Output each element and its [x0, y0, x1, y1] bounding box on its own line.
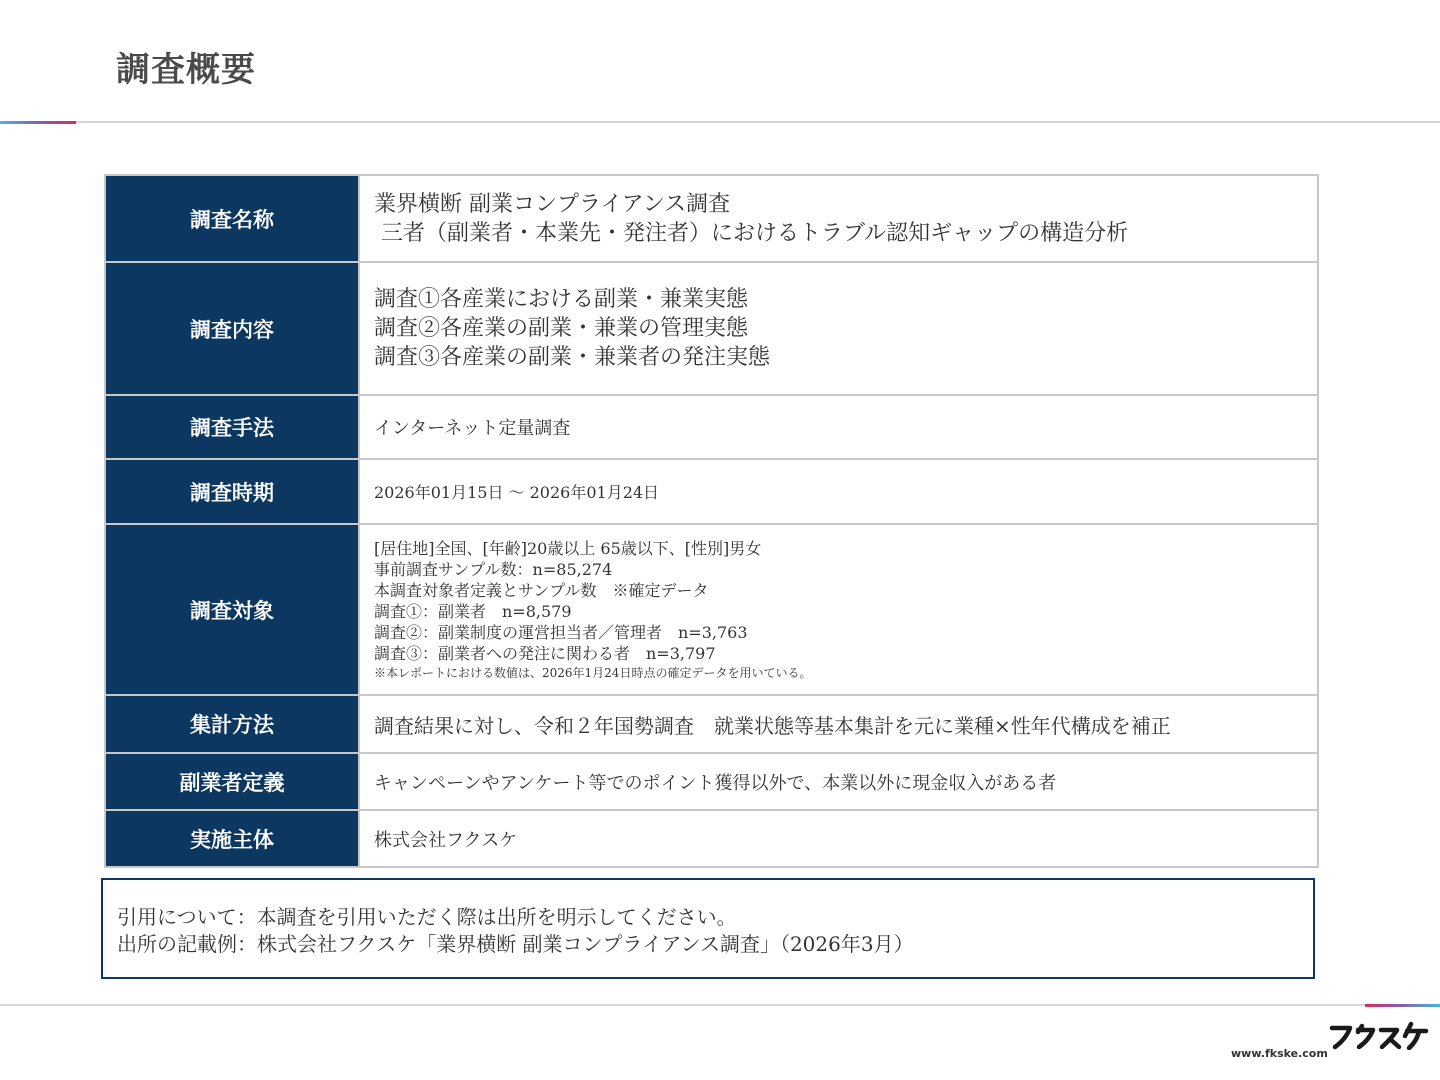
row-value-survey-method: インターネット定量調査 — [359, 395, 1318, 459]
citation-line: 出所の記載例：株式会社フクスケ「業界横断 副業コンプライアンス調査」（2026年3月） — [117, 932, 914, 956]
company-url: www.fkske.com — [1231, 1047, 1328, 1060]
footer-divider — [0, 1004, 1440, 1006]
table-row — [105, 395, 1318, 459]
fukusuke-logo — [1329, 1020, 1429, 1050]
table-row — [105, 262, 1318, 395]
row-value-survey-target — [359, 524, 1318, 695]
survey-content-line: 調査①各産業における副業・兼業実態 — [374, 287, 749, 312]
survey-target-line: 調査②：副業制度の運営担当者／管理者 n=3,763 — [374, 622, 748, 642]
row-label-side-job-definition: 副業者定義 — [105, 753, 359, 810]
survey-target-line: [居住地]全国、[年齢]20歳以上 65歳以下、[性別]男女 — [374, 538, 762, 558]
table-row — [105, 753, 1318, 810]
row-value-aggregation-method: 調査結果に対し、令和２年国勢調査 就業状態等基本集計を元に業種×性年代構成を補正 — [359, 695, 1318, 753]
table-row — [105, 524, 1318, 695]
survey-target-note: ※本レポートにおける数値は、2026年1月24日時点の確定データを用いている。 — [374, 665, 812, 680]
row-value-survey-name — [359, 175, 1318, 262]
page-title: 調査概要 — [116, 50, 256, 90]
row-label-survey-name: 調査名称 — [105, 175, 359, 262]
row-value-organizer: 株式会社フクスケ — [359, 810, 1318, 867]
row-label-survey-method: 調査手法 — [105, 395, 359, 459]
survey-content-line: 調査③各産業の副業・兼業者の発注実態 — [374, 345, 771, 370]
row-value-side-job-definition: キャンペーンやアンケート等でのポイント獲得以外で、本業以外に現金収入がある者 — [359, 753, 1318, 810]
header-divider-accent — [0, 121, 76, 124]
citation-box — [101, 878, 1315, 979]
table-row — [105, 695, 1318, 753]
survey-content-line: 調査②各産業の副業・兼業の管理実態 — [374, 316, 749, 341]
survey-target-line: 本調査対象者定義とサンプル数 ※確定データ — [374, 580, 709, 600]
survey-target-line: 調査①：副業者 n=8,579 — [374, 601, 572, 621]
header-divider — [0, 121, 1440, 123]
row-value-survey-period: 2026年01月15日 ～ 2026年01月24日 — [359, 459, 1318, 524]
survey-summary-table — [104, 174, 1319, 868]
footer-divider-accent — [1365, 1004, 1440, 1007]
survey-target-line: 事前調査サンプル数：n=85,274 — [374, 559, 613, 579]
survey-name-line: 三者（副業者・本業先・発注者）におけるトラブル認知ギャップの構造分析 — [374, 220, 1129, 246]
citation-line: 引用について：本調査を引用いただく際は出所を明示してください。 — [117, 905, 737, 929]
row-label-organizer: 実施主体 — [105, 810, 359, 867]
row-label-aggregation-method: 集計方法 — [105, 695, 359, 753]
row-value-survey-content — [359, 262, 1318, 395]
survey-name-line: 業界横断 副業コンプライアンス調査 — [374, 191, 731, 217]
row-label-survey-period: 調査時期 — [105, 459, 359, 524]
row-label-survey-content: 調査内容 — [105, 262, 359, 395]
survey-target-line: 調査③：副業者への発注に関わる者 n=3,797 — [374, 643, 716, 663]
row-label-survey-target: 調査対象 — [105, 524, 359, 695]
table-row — [105, 459, 1318, 524]
table-row — [105, 175, 1318, 262]
table-row — [105, 810, 1318, 867]
